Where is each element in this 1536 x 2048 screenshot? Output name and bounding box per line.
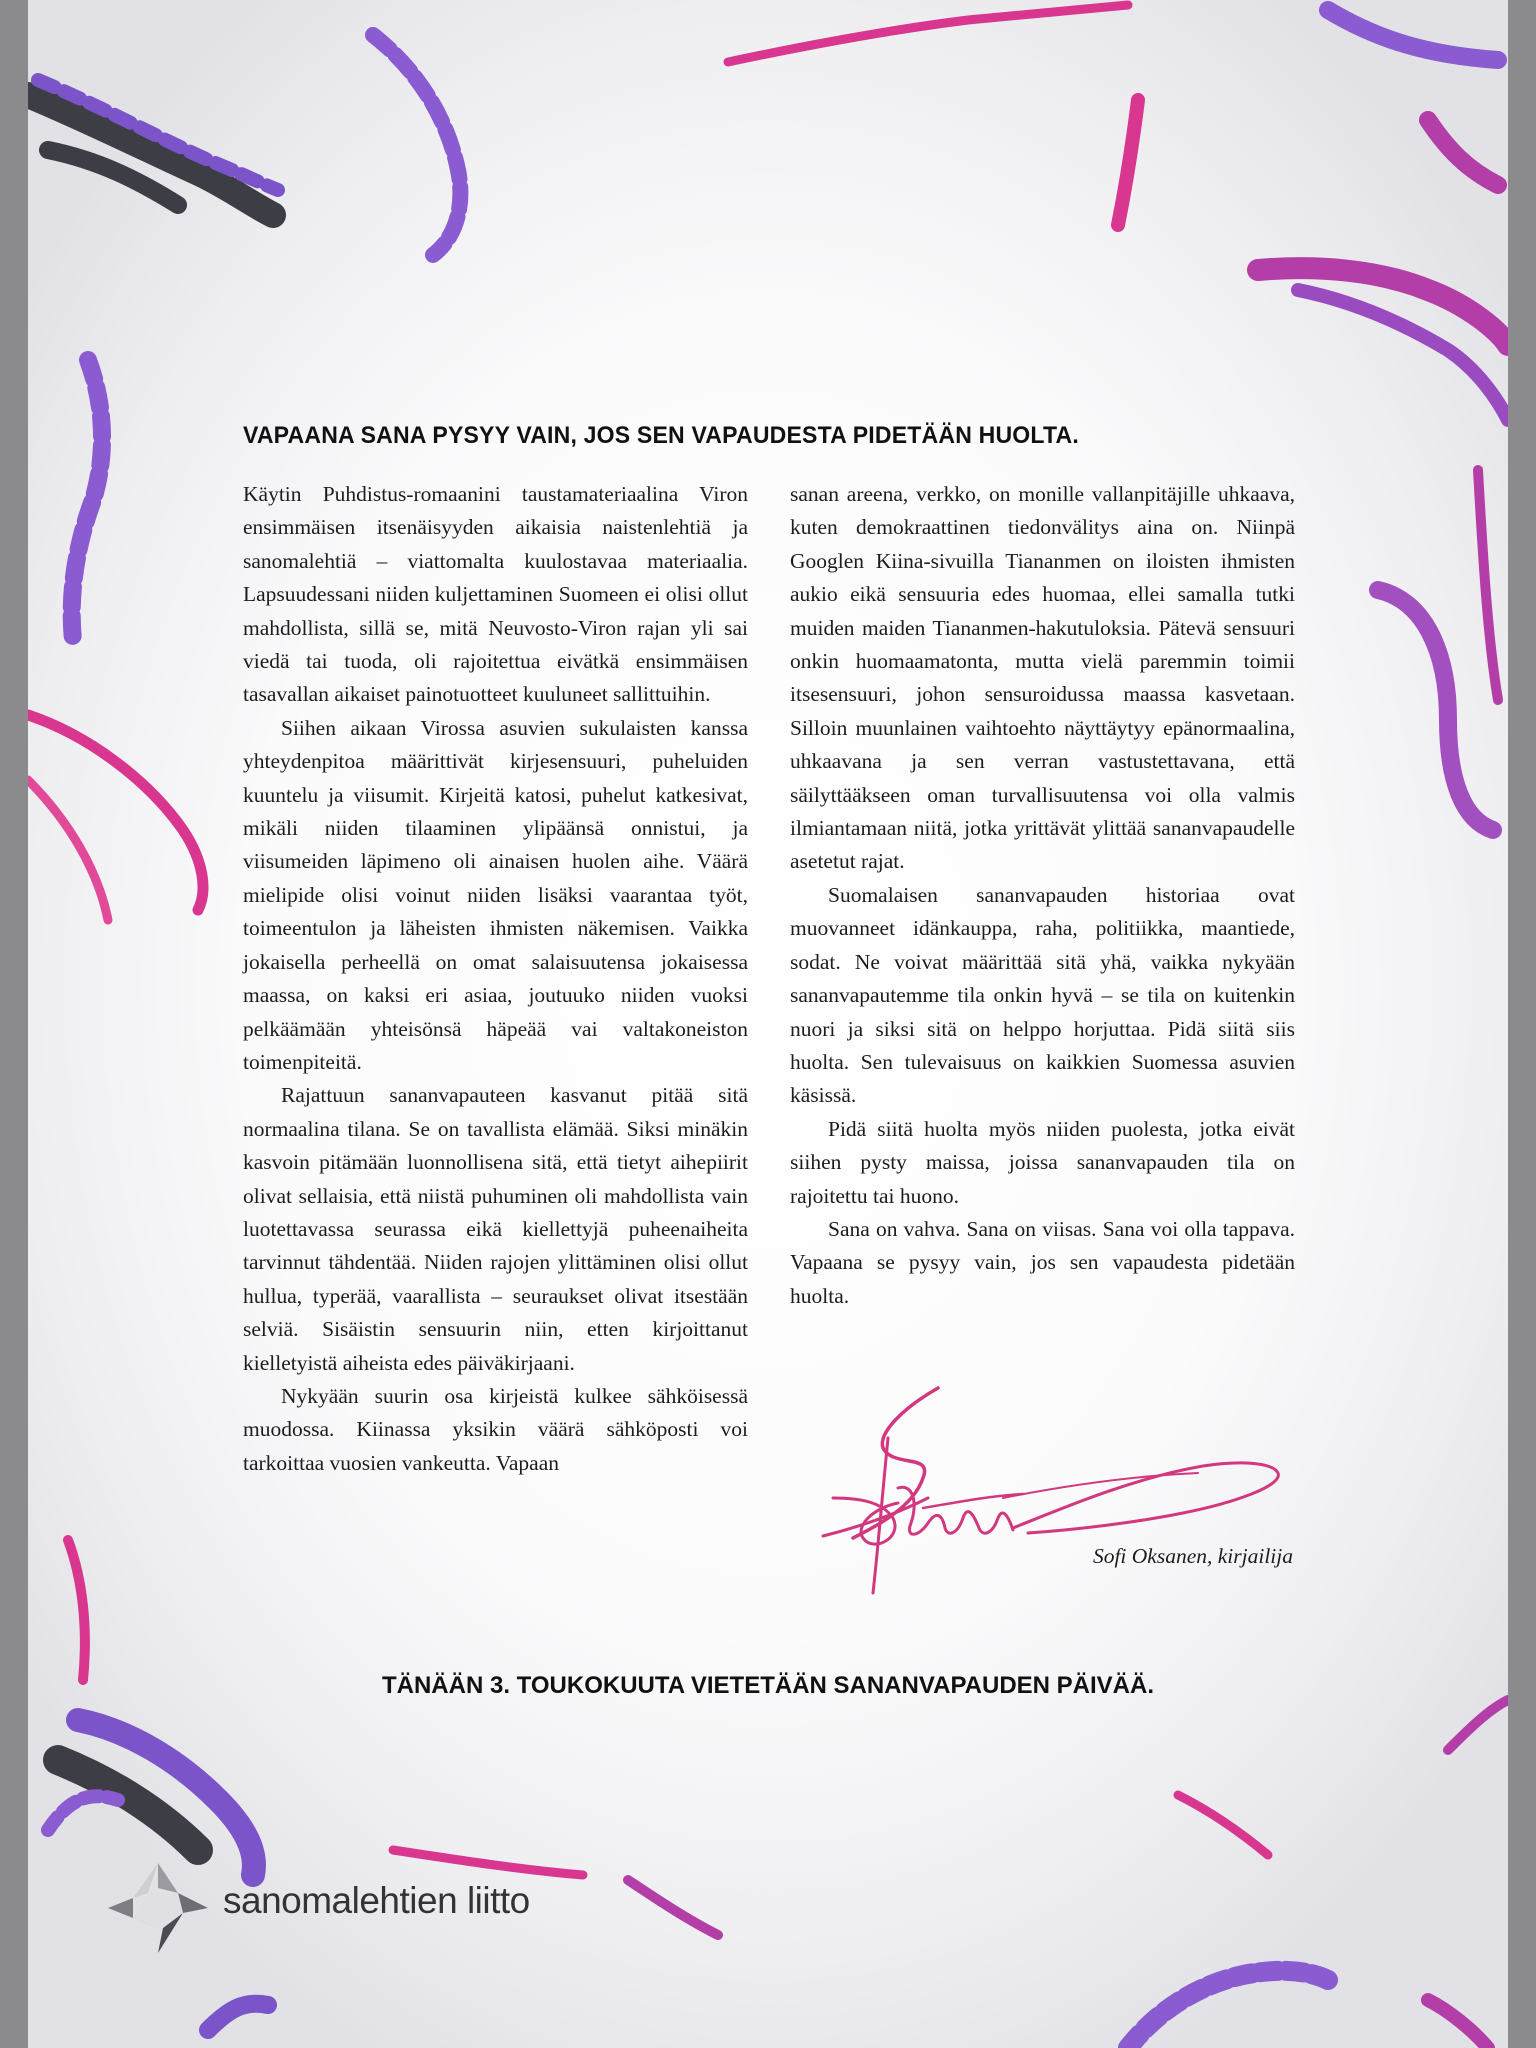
paragraph: Suomalaisen sananvapauden historiaa ovat muovanneet idänkauppa, raha, politiikka, maantiede, sodat. Ne voivat määrittää sitä yhä, vaikka nykyään sananvapautemme tila onkin hyvä – se tila on kuitenkin nuori ja siksi sitä on helppo horjuttaa. Pidä siitä siis huolta. Sen tulevaisuus on kaikkien Suomessa asuvien käsissä. [790,882,1295,1108]
newspaper-ad-page [28,0,1508,2048]
headline: VAPAANA SANA PYSYY VAIN, JOS SEN VAPAUDESTA PIDETÄÄN HUOLTA. [243,422,1079,449]
paragraph: sanan areena, verkko, on monille vallanpitäjille uhkaava, kuten demokraattinen tiedonvälitys aina on. Niinpä Googlen Kiina-sivuilla Tiananmen on iloisten ihmisten aukio eikä sensuuria edes huomaa, ellei samalla tutki muiden maiden Tiananmen-hakutuloksia. Pätevä sensuuri onkin huomaamatonta, mutta vielä paremmin toimii itsesensuuri, johon sensuroidussa maassa kasvetaan. Silloin muunlainen vaihtoehto näyttäytyy epänormaalina, uhkaavana ja sen verran vastustettavana, että säilyttääkseen oman turvallisuutensa voi olla valmis ilmiantamaan niitä, jotka yrittävät ylittää sananvapaudelle asetetut rajat. [790,482,1295,874]
logo-text: sanomalehtien liitto [223,1880,530,1921]
diamond-logo-icon [103,1858,213,1958]
paragraph: Pidä siitä huolta myös niiden puolesta, jotka eivät siihen pysty maissa, joissa sananvapauden tila on rajoitettu tai huono. [790,1116,1295,1208]
footer-slogan: TÄNÄÄN 3. TOUKOKUUTA VIETETÄÄN SANANVAPAUDEN PÄIVÄÄ. [381,1672,1155,1699]
paragraph: Nykyään suurin osa kirjeistä kulkee sähköisessä muodossa. Kiinassa yksikin väärä sähköposti voi tarkoittaa vuosien vankeutta. Vapaan [243,1383,748,1475]
publisher-logo [103,1858,573,1958]
article-body [243,478,1295,1480]
paragraph: Sana on vahva. Sana on viisas. Sana voi olla tappava. Vapaana se pysyy vain, jos sen vapaudesta pidetään huolta. [790,1216,1295,1308]
right-column [790,478,1295,1480]
signature-icon [803,1378,1293,1608]
paragraph: Käytin Puhdistus-romaanini taustamateriaalina Viron ensimmäisen itsenäisyyden aikaisia naistenlehtiä ja sanomalehtiä – viattomalta kuulostavaa materiaalia. Lapsuudessani niiden kuljettaminen Suomeen ei olisi ollut mahdollista, sillä se, mitä Neuvosto-Viron rajan yli sai viedä tai tuoda, oli rajoitettua eivätkä ensimmäisen tasavallan aikaiset painotuotteet kuuluneet sallittuihin. [243,482,748,707]
left-column [243,478,748,1480]
paragraph: Rajattuun sananvapauteen kasvanut pitää sitä normaalina tilana. Se on tavallista elämää. Siksi minäkin kasvoin pitämään luonnollisena sitä, että tietyt aihepiirit olivat sellaisia, että niistä puhuminen oli mahdollista vain luotettavassa seurassa eikä kiellettyjä puheenaiheita tarvinnut tähdentää. Niiden rajojen ylittäminen olisi ollut hullua, typerää, vaarallista – seuraukset olivat itsestään selviä. Sisäistin sensuurin niin, etten kirjoittanut kielletyistä aiheista edes päiväkirjaani. [243,1083,748,1375]
author-caption: Sofi Oksanen, kirjailija [1092,1544,1293,1568]
paragraph: Siihen aikaan Virossa asuvien sukulaisten kanssa yhteydenpitoa määrittivät kirjesensuuri, puheluiden kuuntelu ja viisumit. Kirjeitä katosi, puhelut katkesivat, mikäli niiden tilaaminen ylipäänsä onnistui, ja viisumeiden läpimeno oli ainaisen huolen aihe. Väärä mielipide olisi voinut niiden lisäksi vaarantaa työt, toimeentulon ja läheisten ihmisten näkemisen. Vaikka jokaisella perheellä on omat salaisuutensa jokaisessa maassa, on kaksi eri asiaa, joutuuko niiden vuoksi pelkäämään yhteisönsä häpeää vai valtakoneiston toimenpiteitä. [243,715,748,1074]
